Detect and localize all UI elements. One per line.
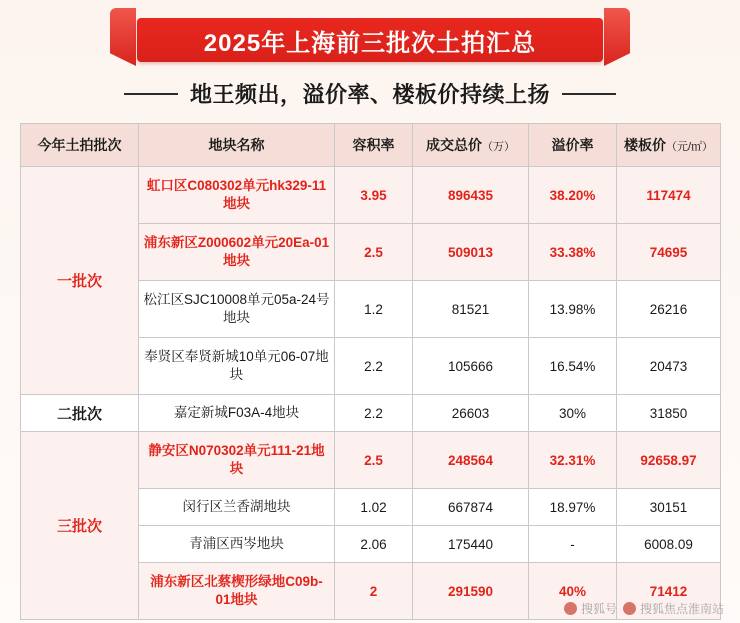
subtitle: 地王频出，溢价率、楼板价持续上扬 [189,82,550,107]
batch-cell-3: 三批次 [21,432,139,620]
watermark [564,600,724,617]
watermark-right-text: 搜狐焦点淮南站 [639,602,724,616]
table-row [21,432,721,489]
header-floor [617,124,721,167]
plot-total-price: 248564 [413,432,529,489]
plot-floor-price: 92658.97 [617,432,721,489]
banner-area [0,0,740,72]
plot-premium-rate: 40% [529,563,617,620]
header-premium-label: 溢价率 [551,137,594,153]
header-floor-unit: （元/㎡） [665,141,714,153]
batch-cell-1: 一批次 [21,167,139,395]
plot-premium-rate: 13.98% [529,281,617,338]
plot-total-price: 81521 [413,281,529,338]
header-name-label: 地块名称 [208,137,265,153]
plot-ratio: 3.95 [335,167,413,224]
plot-name: 青浦区西岑地块 [139,526,335,563]
header-name [139,124,335,167]
table-row [21,167,721,224]
header-total [413,124,529,167]
plot-total-price: 291590 [413,563,529,620]
data-table-wrapper [20,123,720,620]
plot-floor-price: 20473 [617,338,721,395]
plot-floor-price: 71412 [617,563,721,620]
table-row [21,395,721,432]
plot-name: 松江区SJC10008单元05a-24号地块 [139,281,335,338]
plot-premium-rate: 32.31% [529,432,617,489]
ribbon-right-decoration [604,8,630,66]
plot-total-price: 667874 [413,489,529,526]
plot-name: 静安区N070302单元111-21地块 [139,432,335,489]
plot-floor-price: 31850 [617,395,721,432]
rule-left [124,93,178,95]
header-floor-label: 楼板价 [623,137,666,153]
table-header-row [21,124,721,167]
sohu-logo-right [623,600,724,617]
plot-ratio: 1.02 [335,489,413,526]
plot-name: 浦东新区北蔡楔形绿地C09b-01地块 [139,563,335,620]
plot-name: 闵行区兰香湖地块 [139,489,335,526]
plot-ratio: 2.5 [335,432,413,489]
plot-ratio: 2.5 [335,224,413,281]
plot-total-price: 175440 [413,526,529,563]
plot-premium-rate: 18.97% [529,489,617,526]
plot-ratio: 1.2 [335,281,413,338]
header-batch-label: 今年土拍批次 [37,137,122,153]
plot-name: 嘉定新城F03A-4地块 [139,395,335,432]
subtitle-row [0,78,740,109]
plot-ratio: 2 [335,563,413,620]
sohu-logo-left [564,600,617,617]
plot-premium-rate: - [529,526,617,563]
plot-floor-price: 26216 [617,281,721,338]
plot-name: 浦东新区Z000602单元20Ea-01地块 [139,224,335,281]
plot-total-price: 105666 [413,338,529,395]
rule-right [562,93,616,95]
plot-total-price: 896435 [413,167,529,224]
plot-premium-rate: 30% [529,395,617,432]
header-ratio-label: 容积率 [352,137,395,153]
header-total-label: 成交总价 [426,137,482,153]
plot-total-price: 26603 [413,395,529,432]
header-total-unit: （万） [482,141,515,153]
land-auction-table [20,123,721,620]
plot-name: 奉贤区奉贤新城10单元06-07地块 [139,338,335,395]
sohu-icon-2 [623,602,636,615]
plot-premium-rate: 33.38% [529,224,617,281]
plot-floor-price: 74695 [617,224,721,281]
page-title: 2025年上海前三批次土拍汇总 [203,29,537,57]
plot-name: 虹口区C080302单元hk329-11地块 [139,167,335,224]
watermark-left-text: 搜狐号 [580,602,617,616]
plot-premium-rate: 38.20% [529,167,617,224]
plot-premium-rate: 16.54% [529,338,617,395]
ribbon-left-decoration [110,8,136,66]
title-banner [137,18,603,62]
plot-floor-price: 30151 [617,489,721,526]
plot-ratio: 2.2 [335,395,413,432]
plot-floor-price: 6008.09 [617,526,721,563]
header-premium [529,124,617,167]
plot-floor-price: 117474 [617,167,721,224]
plot-ratio: 2.06 [335,526,413,563]
plot-ratio: 2.2 [335,338,413,395]
sohu-icon [564,602,577,615]
plot-total-price: 509013 [413,224,529,281]
header-ratio [335,124,413,167]
batch-cell-2: 二批次 [21,395,139,432]
header-batch [21,124,139,167]
